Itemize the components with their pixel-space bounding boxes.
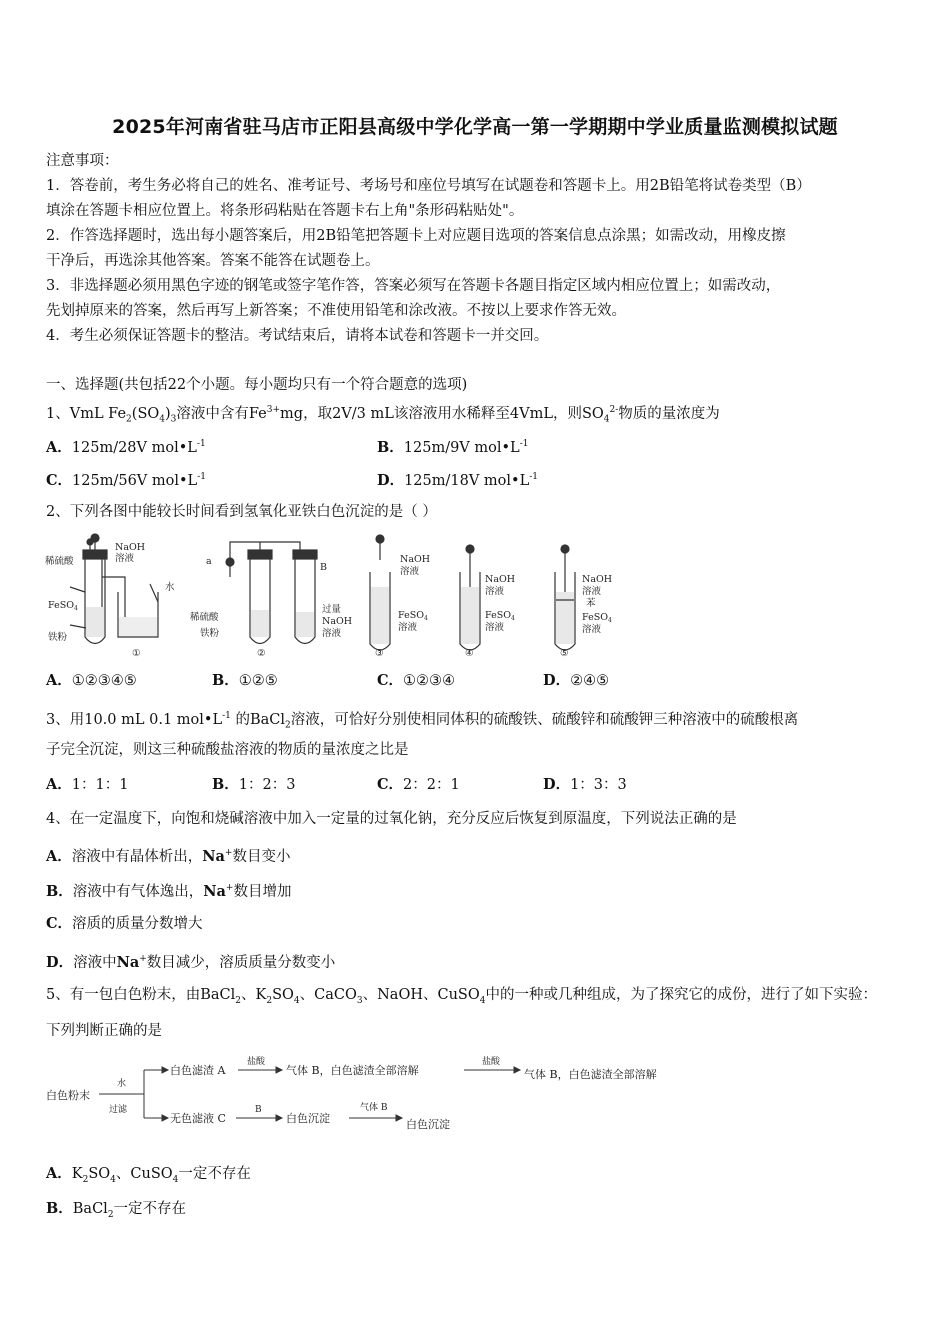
label-iron-powder: 铁粉 [48, 632, 68, 643]
label-dilute-acid-2: 稀硫酸 [190, 612, 219, 623]
flow-start: 白色粉末 [46, 1089, 90, 1102]
apparatus-figure [40, 532, 640, 662]
section-heading: 一、选择题(共包括22个小题。每小题均只有一个符合题意的选项) [46, 377, 468, 393]
svg-text:FeSO4: FeSO$_4$ [398, 610, 428, 622]
label-benzene: 苯 [586, 598, 596, 609]
svg-text:溶液: 溶液 [582, 624, 602, 635]
q3-option-d: D．1：3：3 [543, 776, 627, 793]
label-excess: 过量 [322, 604, 342, 615]
question-5-stem-2: 下列判断正确的是 [46, 1023, 162, 1039]
svg-text:FeSO4: FeSO$_4$ [582, 612, 612, 624]
q4-option-a: A．溶液中有晶体析出，Na+数目变小 [46, 847, 291, 865]
label-n5: ⑤ [560, 648, 569, 659]
label-n1: ① [132, 648, 141, 659]
label-solution-5: 溶液 [582, 586, 602, 597]
flow-diagram [44, 1052, 724, 1142]
flow-filtrate-c: 无色滤液 C [170, 1112, 226, 1125]
label-a: a [206, 556, 212, 567]
q4-option-d: D．溶液中Na+数目减少，溶质质量分数变小 [46, 953, 336, 971]
label-naoh-5: NaOH [582, 574, 613, 585]
label-feso4: FeSO$_4$ [48, 600, 78, 612]
label-solution-3: 溶液 [400, 566, 420, 577]
q1-option-c: C．125m/56V $mol•L^{-1}$ [46, 471, 206, 489]
notice-line: 2．作答选择题时，选出每小题答案后，用2B铅笔把答题卡上对应题目选项的答案信息点涂黑；如需改动，用橡皮擦 [46, 228, 786, 244]
q3-option-a: A．1：1：1 [46, 776, 129, 793]
flow-b: B [255, 1105, 262, 1115]
q3-option-b: B．1：2：3 [212, 776, 296, 793]
svg-text:溶液: 溶液 [398, 622, 418, 633]
question-4-stem: 4、在一定温度下，向饱和烧碱溶液中加入一定量的过氧化钠，充分反应后恢复到原温度，下列说法正确的是 [46, 811, 737, 827]
label-dilute-acid: 稀硫酸 [45, 556, 74, 567]
flow-hcl-1: 盐酸 [247, 1057, 266, 1067]
q2-option-c: C．①②③④ [377, 672, 456, 689]
question-3-stem-2: 子完全沉淀，则这三种硫酸盐溶液的物质的量浓度之比是 [46, 742, 409, 758]
q4-option-c: C．溶质的质量分数增大 [46, 915, 203, 932]
flow-ppt-2: 白色沉淀 [406, 1118, 450, 1131]
notice-line: 1．答卷前，考生务必将自己的姓名、准考证号、考场号和座位号填写在试题卷和答题卡上。用2B铅笔将试卷类型（B） [46, 178, 811, 194]
svg-text:溶液: 溶液 [485, 622, 505, 633]
q2-option-d: D．②④⑤ [543, 672, 610, 689]
question-5-stem: 5、有一包白色粉末，由BaCl$_2$、$K_2SO_4$、CaCO$_3$、NaOH、CuSO$_4$中的一种或几种组成，为了探究它的成份，进行了如下实验： [46, 987, 877, 1006]
flow-step-2: 气体 B，白色滤渣全部溶解 [524, 1068, 657, 1081]
q2-option-a: A．①②③④⑤ [46, 672, 137, 689]
label-iron-powder-2: 铁粉 [200, 628, 220, 639]
label-n4: ④ [465, 648, 474, 659]
label-water: 水 [165, 582, 175, 593]
q1-option-d: D．125m/18V $mol•L^{-1}$ [377, 471, 538, 489]
label-solution-4: 溶液 [485, 586, 505, 597]
label-naoh-3: NaOH [400, 554, 431, 565]
question-1-stem: 1、VmL $Fe_2(SO_4)_3$溶液中含有$Fe^{3+}mg$，取2V/3 mL该溶液用水稀释至4VmL，则$SO_4^{2-}$物质的量浓度为 [46, 405, 720, 425]
q3-option-c: C．2：2：1 [377, 776, 460, 793]
label-solution-2: 溶液 [322, 628, 342, 639]
notice-line: 干净后，再选涂其他答案。答案不能答在试题卷上。 [46, 253, 380, 269]
notice-line: 先划掉原来的答案，然后再写上新答案；不准使用铅笔和涂改液。不按以上要求作答无效。 [46, 303, 626, 319]
notice-heading: 注意事项： [46, 153, 119, 169]
label-n3: ③ [375, 648, 384, 659]
question-2-stem: 2、下列各图中能较长时间看到氢氧化亚铁白色沉淀的是（ ） [46, 504, 437, 520]
notice-line: 4．考生必须保证答题卡的整洁。考试结束后，请将本试卷和答题卡一并交回。 [46, 328, 549, 344]
page-title: 2025年河南省驻马店市正阳县高级中学化学高一第一学期期中学业质量监测模拟试题 [112, 116, 838, 138]
notice-line: 3．非选择题必须用黑色字迹的钢笔或签字笔作答，答案必须写在答题卡各题目指定区域内相应位置上；如需改动， [46, 278, 781, 294]
q1-option-b: B．125m/9V $mol•L^{-1}$ [377, 438, 529, 456]
flow-hcl-2: 盐酸 [482, 1057, 501, 1067]
q4-option-b: B．溶液中有气体逸出，Na+数目增加 [46, 882, 292, 900]
notice-line: 填涂在答题卡相应位置上。将条形码粘贴在答题卡右上角"条形码粘贴处"。 [46, 203, 524, 219]
label-solution: 溶液 [115, 553, 135, 564]
flow-filter: 过滤 [109, 1105, 128, 1115]
flow-ppt-1: 白色沉淀 [286, 1112, 330, 1125]
q5-option-a: A．$K_2SO_4$、CuSO$_4$一定不存在 [46, 1165, 251, 1185]
q5-option-b: B．BaCl$_2$一定不存在 [46, 1200, 187, 1220]
label-b: B [320, 562, 327, 573]
flow-step-1: 气体 B，白色滤渣全部溶解 [286, 1064, 419, 1077]
label-naoh: NaOH [115, 542, 146, 553]
flow-filtrate-a: 白色滤渣 A [170, 1064, 226, 1077]
q1-option-a: A．125m/28V $mol•L^{-1}$ [46, 438, 206, 456]
q2-option-b: B．①②⑤ [212, 672, 278, 689]
svg-text:FeSO4: FeSO$_4$ [485, 610, 515, 622]
label-n2: ② [257, 648, 266, 659]
flow-water: 水 [117, 1079, 127, 1089]
question-3-stem: 3、用10.0 mL 0.1 $mol•L^{-1}$ 的BaCl$_2$溶液，可恰好分别使相同体积的硫酸铁、硫酸锌和硫酸钾三种溶液中的硫酸根离 [46, 711, 799, 731]
flow-gas-b: 气体 B [360, 1103, 388, 1113]
label-naoh-4: NaOH [485, 574, 516, 585]
label-naoh-2: NaOH [322, 616, 353, 627]
